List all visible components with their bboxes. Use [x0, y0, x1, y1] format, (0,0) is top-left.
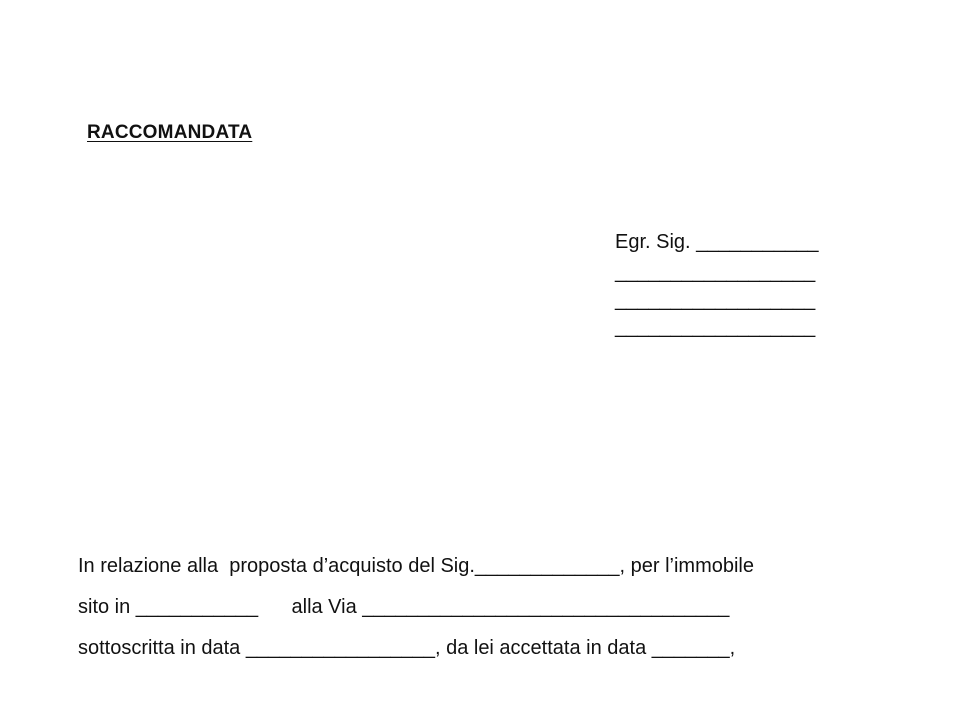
recipient-line-1: Egr. Sig. ___________: [615, 231, 819, 253]
document-heading: RACCOMANDATA: [87, 122, 253, 143]
recipient-line-3: __________________: [615, 289, 816, 311]
recipient-line-2: __________________: [615, 261, 816, 283]
body-text-line-2: sito in ___________ alla Via _________________________________: [78, 596, 730, 618]
recipient-line-4: __________________: [615, 316, 816, 338]
body-text-line-1: In relazione alla proposta d’acquisto del Sig._____________, per l’immobile: [78, 555, 754, 577]
body-text-line-3: sottoscritta in data _________________, da lei accettata in data _______,: [78, 637, 736, 659]
